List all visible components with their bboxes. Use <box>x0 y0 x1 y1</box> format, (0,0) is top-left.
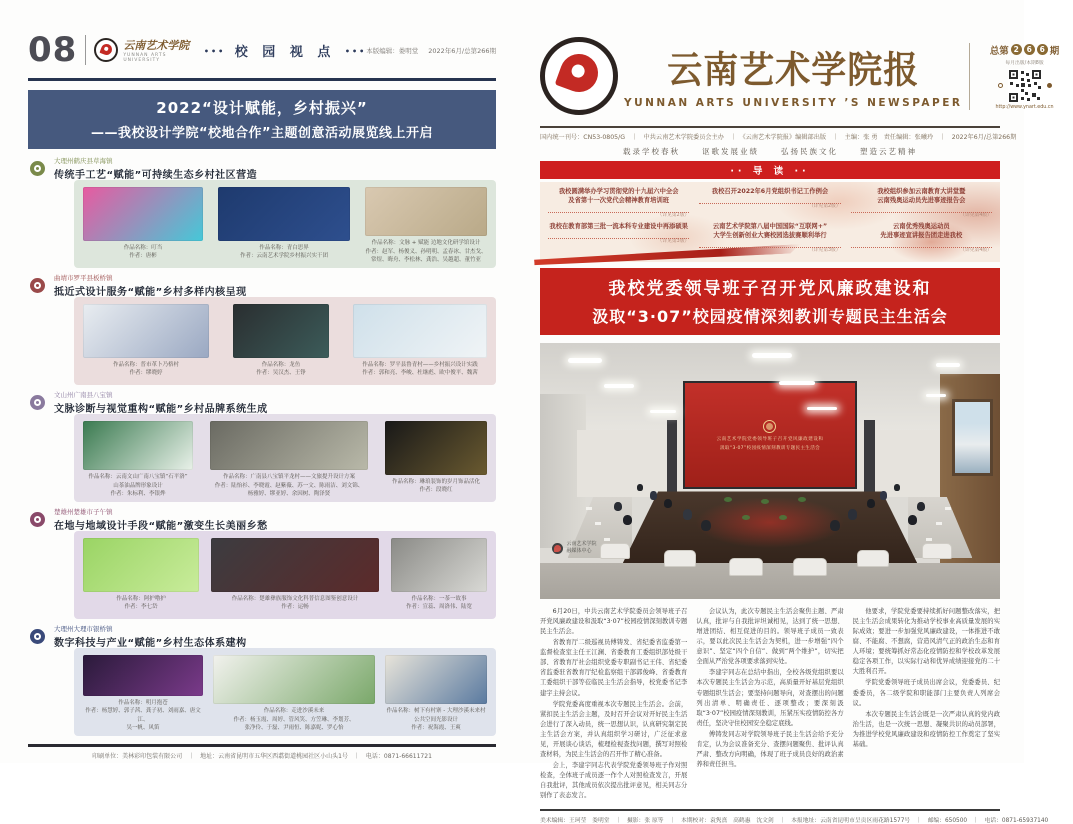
person-head <box>701 520 711 532</box>
edition-info <box>366 46 496 55</box>
exhibit-section <box>28 390 496 502</box>
article-column <box>853 607 1000 802</box>
article-paragraph: 本次专题民主生活会既是一次严肃认真的党内政治生活，也是一次统一思想、凝聚共识的动员部署，为推进学校党风廉政建设和疫情防控工作奠定了坚实基础。 <box>852 710 1000 748</box>
dotted-leader <box>699 198 840 204</box>
artwork-image <box>210 421 368 470</box>
artwork-item <box>365 187 487 264</box>
artwork-image <box>365 187 487 236</box>
artwork-image <box>353 304 487 358</box>
chair-back <box>600 543 630 559</box>
reading-guide-bar: ·· 导 读 ·· <box>540 161 1000 179</box>
ceiling-light-icon <box>568 358 602 363</box>
slogan-item: 弘扬民族文化 <box>781 147 838 156</box>
artwork-item <box>385 655 487 732</box>
artwork-item <box>83 655 203 732</box>
logo-name-cn: 云南艺术学院 <box>123 39 190 52</box>
section-header <box>30 507 496 531</box>
right-page-footer: 美术编辑：王珂莹 娄明堂 ｜ 摄影：张 原等 ｜ 本期校对：袁隽熹 高鹤惠 沈文剑 ｜ 本报地址：云南省昆明市呈贡区雨花路1577号 ｜ 邮编：650500 ｜ 电话：0871-65937140 <box>540 809 1000 824</box>
dots-icon: ••• <box>344 46 367 56</box>
artwork-image <box>83 421 193 470</box>
section-panel <box>74 648 496 736</box>
article-paragraph: 学院党委高度重视本次专题民主生活会。会前，紧扣民主生活会主题，及时召开会议对开好民主生活会进行了深入动员，统一思想认识，认真研究制定民主生活会方案，并认真组织学习研讨，广泛征求意见，开展谈心谈话，梳理检视查找问题，撰写对照检查材料，为民主生活会的召开作了精心准备。 <box>540 700 688 758</box>
publish-schedule: 每月出版/本期8版 <box>1005 60 1044 66</box>
article-paragraph: 会上，李建宇同志代表学院党委领导班子作对照检查，全体班子成员逐一作个人对照检查发言，开展自我批评，其他成员依次提出批评意见，相关同志分别作了表态发言。 <box>540 761 688 800</box>
artwork-caption: 作品名称：阿护噜护 作者：李七岱 <box>116 596 166 611</box>
paper-sheet <box>926 538 932 541</box>
ring-dot-icon <box>1047 83 1052 88</box>
section-panel <box>74 414 496 502</box>
screen-text-line2: 汲取“3·07”校园疫情深刻教训专题民主生活会 <box>720 445 820 451</box>
screen-text-line1: 云南艺术学院党委领导班子召开党风廉政建设和 <box>716 436 824 442</box>
artwork-item <box>210 421 368 498</box>
dotted-leader <box>851 242 992 248</box>
section-location: 文山州广南县八宝镇 <box>54 390 113 399</box>
left-page <box>28 24 496 760</box>
section-panel <box>74 297 496 385</box>
newspaper-title-en: YUNNAN ARTS UNIVERSITY ’S NEWSPAPER <box>624 97 963 109</box>
newspaper-title: 云南艺术学院报 <box>667 49 920 93</box>
qr-code-icon <box>1008 69 1042 103</box>
ceiling-light-icon <box>604 384 634 388</box>
divider <box>85 35 86 65</box>
left-headline <box>28 90 496 149</box>
person-head <box>917 502 925 511</box>
dotted-leader <box>548 233 689 239</box>
section-location: 大理州大理市银桥镇 <box>54 624 113 633</box>
page-reference: （详见第2版） <box>657 213 690 219</box>
meeting-room-photo <box>540 343 1000 599</box>
photo-watermark <box>552 541 597 555</box>
photo-screen-reflection <box>696 497 843 548</box>
paper-sheet <box>586 507 592 510</box>
page-reference: （详见第3版） <box>657 239 690 245</box>
exhibit-section <box>28 273 496 385</box>
section-bullet-icon <box>30 278 45 293</box>
page-reference: （详见第2版） <box>808 204 841 210</box>
person-head <box>650 491 657 499</box>
artwork-item <box>353 304 487 381</box>
watermark-logo-icon <box>552 543 563 554</box>
section-titles <box>54 273 247 298</box>
artwork-caption: 作品名称：楚雄彝族服饰文化科普信息图鉴创意设计 作者：运畅 <box>231 596 359 611</box>
publication-info: 国内统一刊号：CN53-0805/G ｜ 中共云南艺术学院委员会主办 ｜ 《云南艺术学院报》编辑部出版 ｜ 主编：张 勇 责任编辑：张曦玲 ｜ 2022年6月/总第266期 <box>540 134 1017 141</box>
artwork-caption: 作品名称：明月抱苍 作者：杨慧婷、郭子茜、龚子初、刘雨嘉、唐文江、 吴一帆、风笛 <box>85 700 201 731</box>
artwork-caption: 作品名称：叮当 作者：唐彬 <box>123 245 163 260</box>
article-paragraph: 学院党委领导班子成员出席会议，党委委员、纪委委员，各二级学院和职能部门主要负责人列席会议。 <box>852 679 1000 707</box>
plant-icon <box>742 515 750 520</box>
chair-back <box>857 550 889 567</box>
artwork-caption: 作品名称：文脉 + 赋能 边地文化研学馆设计 作者：赵军、杨俊义、孙明明、孟春冰、甘杰戈、 常煜、晦舟、李松林、龚浩、吴越超、董竹亚 <box>365 240 487 263</box>
artwork-item <box>83 421 193 498</box>
article-paragraph: 李建宇同志在总结中指出，全校各级党组织要以本次专题民主生活会为示范，高质量开好基层党组织专题组织生活会；要坚持问题导向，对查摆出的问题列出清单、明确责任、逐项整改；要深刻汲取“3·07”校园疫情深刻教训，压紧压实疫情防控各方责任，坚决守住校园安全稳定底线。 <box>696 669 844 727</box>
person-head <box>830 520 840 532</box>
photo-led-screen <box>683 381 858 489</box>
reading-guide-item: 云南优秀残奥运动员 先进事迹宣讲报告团走进我校 （详见第4版） <box>851 222 992 255</box>
watermark-line1: 云南艺术学院 <box>566 541 597 548</box>
section-header <box>30 273 496 297</box>
paper-sheet <box>936 522 942 525</box>
issue-digit: 6 <box>1024 44 1035 55</box>
artwork-item <box>211 538 379 615</box>
exhibit-section <box>28 624 496 736</box>
slogan-row <box>540 144 1000 161</box>
reading-guide-item: 我校召开2022年6月党组织书记工作例会 （详见第2版） <box>699 187 840 220</box>
ceiling-light-icon <box>650 410 676 413</box>
main-headline <box>540 268 1000 335</box>
section-titles <box>54 507 268 532</box>
section-bullet-icon <box>30 629 45 644</box>
person-head <box>683 509 692 519</box>
person-head <box>867 499 875 508</box>
artwork-image <box>83 655 203 696</box>
issue-box <box>969 43 1073 110</box>
page-number: 08 <box>28 30 78 70</box>
person-head <box>623 515 632 525</box>
artwork-caption: 作品名称：云南文山广南八宝镇“石平洛” 山茶油品牌形象设计 作者：朱标利、李银烨 <box>88 474 188 497</box>
artwork-image <box>218 187 350 241</box>
article-column <box>540 607 687 802</box>
section-panel <box>74 531 496 619</box>
watermark-line2: 融媒体中心 <box>566 548 592 555</box>
section-bullet-icon <box>30 395 45 410</box>
reading-guide-item: 我校圆满举办学习贯彻党的十九届六中全会 及省第十一次党代会精神教育培训班 （详见第2版） <box>548 187 689 220</box>
university-logo <box>94 37 204 63</box>
section-header <box>30 624 496 648</box>
artwork-image <box>385 655 487 704</box>
section-panel <box>74 180 496 268</box>
artwork-image <box>385 421 487 475</box>
ceiling-light-icon <box>779 381 815 385</box>
artwork-caption: 作品名称：琳琅装饰的岁月饰品活化 作者：段晓红 <box>391 479 480 494</box>
photo-landscape-painting <box>952 399 993 476</box>
artwork-item <box>385 421 487 498</box>
person-head <box>637 484 643 491</box>
article-paragraph: 6月20日，中共云南艺术学院委员会领导班子召开党风廉政建设和汲取“3·07”校园疫情深刻教训专题民主生活会。 <box>540 608 688 636</box>
person-head <box>848 509 857 519</box>
header-rule <box>28 78 496 81</box>
dotted-leader <box>851 207 992 213</box>
main-headline-line2: 汲取“3·07”校园疫情深刻教训专题民主生活会 <box>592 307 948 326</box>
person-head <box>614 502 622 511</box>
plant-icon <box>798 497 806 502</box>
reading-guide-item: 云南艺术学院第八届中国国际“互联网+” 大学生创新创业大赛校园选拔赛顺利举行 （详见第3版） <box>699 222 840 255</box>
section-titles <box>54 390 268 415</box>
left-headline-line2: ——我校设计学院“校地合作”主题创意活动展览线上开启 <box>90 126 434 141</box>
slogan-item: 讴歌发展业绩 <box>702 147 759 156</box>
page-reference: （详见第3版） <box>808 248 841 254</box>
logo-name-en: YUNNAN ARTS UNIVERSITY <box>123 53 167 63</box>
article-body <box>540 607 1000 802</box>
ceiling-light-icon <box>752 353 792 358</box>
chair-back <box>664 550 696 567</box>
section-header <box>30 156 496 180</box>
artwork-image <box>391 538 487 592</box>
dotted-leader <box>548 207 689 213</box>
article-column <box>696 607 843 802</box>
section-bullet-icon <box>30 512 45 527</box>
reading-guide-panel <box>540 182 1000 262</box>
article-paragraph: 会议认为，此次专题民主生活会聚焦主题、严肃认真，批评与自我批评坦诚相见，达到了统一思想、增进团结、相互促进的目的。领导班子成员一致表示，要以此次民主生活会为契机，进一步增强“四个意识”、坚定“四个自信”、做到“两个维护”，切实把全面从严治党各项要求落到实处。 <box>696 608 844 666</box>
artwork-caption: 作品名称：罗平县鲁青村——乡村振兴设计实践 作者：郭和亮、李峻、杜继彪、欧中俊平、魏茜 <box>362 362 478 377</box>
artwork-caption: 作品名称：走进沙溪未来 作者：杨玉霞、周婷、管风笑、方笠琳、李划芳、 张净伶、于磊、尹雨恒、陈嘉妮、罗心怡 <box>233 708 355 731</box>
person-head <box>894 484 900 491</box>
section-bullet-icon <box>30 161 45 176</box>
artwork-image <box>211 538 379 592</box>
page-reference: （详见第4版） <box>960 213 992 219</box>
artwork-caption: 作品名称：树下有村寨 - 大理沙溪未来村 公共空间光影设计 作者：祝海霞、王爽 <box>386 708 486 731</box>
artwork-item <box>83 304 209 381</box>
ceiling-light-icon <box>926 394 946 397</box>
artwork-caption: 作品名称：青白思界 作者：云南艺术学院乡村振兴实干团 <box>239 245 328 260</box>
slogan-item: 载录学校春秋 <box>623 147 680 156</box>
section-location: 大理州鹤庆县草海镇 <box>54 156 113 165</box>
left-headline-line1: 2022“设计赋能，乡村振兴” <box>156 99 368 117</box>
artwork-item <box>83 538 199 615</box>
plant-icon <box>779 515 787 520</box>
section-title: 校 园 视 点 <box>234 44 336 60</box>
section-titles <box>54 156 257 181</box>
screen-emblem-icon <box>763 420 776 433</box>
section-title: 传统手工艺“赋能”可持续生态乡村社区营造 <box>54 169 258 181</box>
artwork-image <box>83 304 209 358</box>
article-paragraph: 省教育厅二级巡视员傅铸发、省纪委省监委第一监督检查室主任王江澜、省委教育工委组织部处级干部、省教育厅社会组织党委专职副书记王伟、省纪委省监委驻省教育厅纪检监察组干部郭俊峰、省委教育工委组织干部等莅临民主生活会指导，校党委书记李建宇主持会议。 <box>540 639 688 697</box>
editor-label: 本版编辑：娄明堂 <box>366 46 419 55</box>
reading-guide-item: 我校在教育部第三批一流本科专业建设中再添硕果 （详见第3版） <box>549 223 690 245</box>
artwork-image <box>83 187 203 241</box>
reading-guide-item: 我校组织参加云南教育大讲堂暨 云南残奥运动员先进事迹报告会 （详见第4版） <box>851 187 992 220</box>
person-head <box>664 499 672 508</box>
slogan-item: 塑造云艺精神 <box>860 147 917 156</box>
paper-sheet <box>604 538 610 541</box>
issue-digit: 2 <box>1011 44 1022 55</box>
person-head <box>908 515 917 525</box>
artwork-item <box>83 187 203 264</box>
section-location: 楚雄州楚雄市子午镇 <box>54 507 113 516</box>
university-emblem-icon <box>540 37 618 115</box>
issue-number: 总第 2 6 6 期 <box>989 45 1060 57</box>
chair-back <box>729 558 763 576</box>
website-url: http://www.ynart.edu.cn <box>995 104 1054 110</box>
section-title: 在地与地域设计手段“赋能”激变生长美丽乡愁 <box>54 520 268 532</box>
section-title: 抵近式设计服务“赋能”乡村多样内核呈现 <box>54 286 247 298</box>
left-page-header <box>28 24 496 76</box>
issue-digit: 6 <box>1037 44 1048 55</box>
section-title: 数字科技与产业“赋能”乡村生态体系建构 <box>54 637 247 649</box>
section-title: 文脉诊断与视觉重构“赋能”乡村品牌系统生成 <box>54 403 268 415</box>
artwork-item <box>213 655 375 732</box>
section-header <box>30 390 496 414</box>
article-paragraph: 傅铸发同志对学院领导班子民主生活会给予充分肯定，认为会议准备充分、查摆问题聚焦、批评认真严肃、整改方向明确，体现了班子成员良好的政治素养和责任担当。 <box>696 730 844 768</box>
artwork-item <box>391 538 487 615</box>
exhibit-section <box>28 156 496 268</box>
artwork-caption: 作品名称：广南县八宝镇平龙村——文旅提升设计方案 作者：陆怡衫、李晓霞、赵紫薇、苏一文、陈雨洁、刘文锦、 杨雅婷、缪亚婷、余因树、陶泽贤 <box>214 474 364 497</box>
ceiling-light-icon <box>807 407 837 410</box>
artwork-item <box>233 304 329 381</box>
exhibit-section <box>28 507 496 619</box>
issue-label: 2022年6月/总第266期 <box>428 46 496 55</box>
university-emblem-icon <box>94 38 118 62</box>
artwork-item <box>218 187 350 264</box>
section-banner <box>204 41 366 60</box>
ring-dot-icon <box>998 83 1003 88</box>
artwork-caption: 作品名称：一茶一故事 作者：宣蕊、周洛伟、陆宽 <box>405 596 472 611</box>
section-titles <box>54 624 247 649</box>
dots-icon: ••• <box>203 46 226 56</box>
chair-back <box>793 558 827 576</box>
page-reference: （详见第4版） <box>960 248 992 254</box>
masthead <box>540 28 1060 124</box>
photo-floor <box>540 563 1000 599</box>
main-headline-line1: 我校党委领导班子召开党风廉政建设和 <box>608 279 932 299</box>
artwork-image <box>233 304 329 358</box>
paper-sheet <box>595 522 601 525</box>
section-location: 曲靖市罗平县板桥镇 <box>54 273 113 282</box>
artwork-image <box>213 655 375 704</box>
artwork-caption: 作品名称：普市革卜乃格村 作者：缪晓婷 <box>112 362 179 377</box>
person-head <box>880 491 887 499</box>
left-page-footer: 印刷单位：美林彩印包装有限公司 ｜ 地址：云南省昆明市五华区西翥街道桃园社区小山头1号 ｜ 电话：0871-66611721 <box>28 744 496 760</box>
ceiling-light-icon <box>936 363 960 367</box>
exhibit-sections <box>28 156 496 736</box>
artwork-caption: 作品名称：龙鱼 作者：吴汉杰、王铮 <box>256 362 306 377</box>
chair-back <box>922 543 952 559</box>
paper-sheet <box>945 507 951 510</box>
article-paragraph: 他要求，学院党委要持续抓好问题整改落实，把民主生活会成果转化为推动学校事业高质量发展的实际成效；要进一步加强党风廉政建设，一体推进不敢腐、不能腐、不想腐，营造风清气正的政治生态和育人环境；要统筹抓好常态化疫情防控和学校改革发展稳定各项工作，以实际行动和优异成绩迎接党的二十大胜利召开。 <box>852 608 1000 676</box>
dotted-leader <box>699 242 840 248</box>
plant-icon <box>724 497 732 502</box>
right-page <box>540 28 1060 824</box>
artwork-image <box>83 538 199 592</box>
